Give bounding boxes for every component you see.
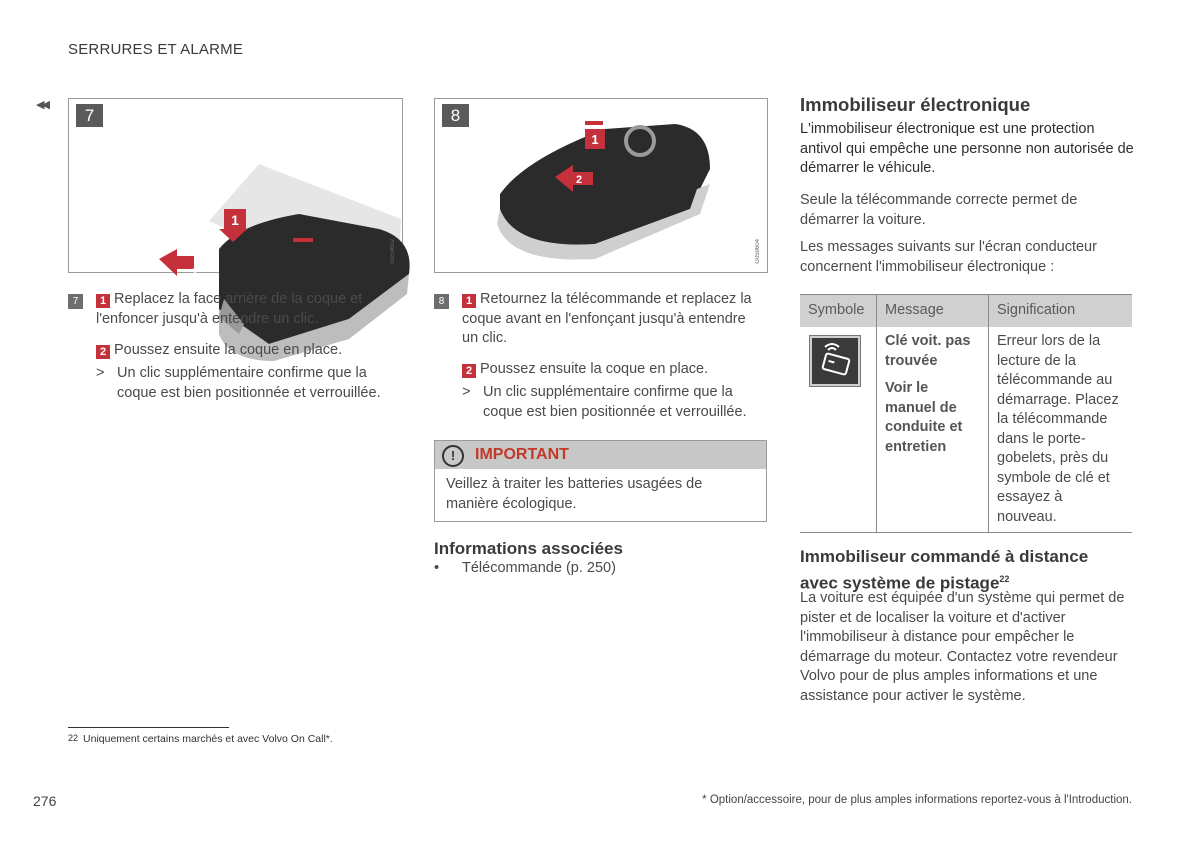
key-fob-illustration xyxy=(69,99,402,280)
step-8-instruction xyxy=(462,290,762,349)
step-8-result-text: Un clic supplémentaire confirme que la coque est bien positionnée et verrouillée. xyxy=(483,384,747,420)
table-header-row xyxy=(800,295,1132,328)
page-number: 276 xyxy=(33,793,57,809)
symbol-cell xyxy=(800,327,877,533)
step-2-badge xyxy=(159,249,198,280)
important-text: Veillez à traiter les batteries usagées de manière écologique. xyxy=(446,476,703,512)
step-8-number: 8 xyxy=(434,294,449,309)
immobilizer-paragraph-1: Seule la télécommande correcte permet de démarrer la voiture. xyxy=(800,192,1078,228)
back-arrows-icon[interactable]: ◀◀ xyxy=(36,99,47,111)
remote-immobilizer-title xyxy=(800,545,1130,595)
important-box xyxy=(434,440,767,522)
symbol-table xyxy=(800,294,1132,533)
footnote-divider xyxy=(68,727,229,728)
step-7-instruction xyxy=(96,290,386,329)
footnote-number: 22 xyxy=(68,733,79,743)
svg-text:1: 1 xyxy=(231,212,239,228)
column-header: Symbole xyxy=(800,295,877,328)
related-list-item[interactable] xyxy=(434,559,616,579)
key-fob-illustration xyxy=(435,99,767,272)
step-7-result-text: Un clic supplémentaire confirme que la coque est bien positionnée et verrouillée. xyxy=(117,365,381,401)
svg-text:2: 2 xyxy=(190,266,198,280)
column-header: Message xyxy=(877,295,989,328)
related-link[interactable]: Télécommande (p. 250) xyxy=(462,560,616,576)
step-badge-1: 1 xyxy=(462,294,476,308)
remote-immobilizer-title-text: Immobiliseur commandé à distance avec système de pistage xyxy=(800,547,1089,593)
step-badge-2: 2 xyxy=(462,364,476,378)
figure-number: 8 xyxy=(442,104,469,127)
message-line-2: Voir le manuel de conduite et entretien xyxy=(885,380,963,455)
column-header: Signification xyxy=(989,295,1133,328)
result-marker: > xyxy=(462,384,471,400)
bullet: • xyxy=(434,560,440,576)
svg-text:1: 1 xyxy=(591,132,599,147)
key-card-signal-icon xyxy=(810,336,860,386)
message-cell xyxy=(877,327,989,533)
step-8-text-1: Retournez la télécommande et replacez la coque avant en l'enfonçant jusqu'à entendre un clic. xyxy=(462,291,752,346)
important-header xyxy=(435,441,766,469)
figure-7 xyxy=(68,98,403,280)
related-info-title: Informations associées xyxy=(434,539,623,558)
step-7-text-2: Poussez ensuite la coque en place. xyxy=(114,342,343,358)
option-note: * Option/accessoire, pour de plus amples informations reportez-vous à l'Introduction. xyxy=(702,794,1132,806)
footnote-text: Uniquement certains marchés et avec Volvo On Call*. xyxy=(83,733,333,745)
step-8-substep xyxy=(462,360,762,380)
step-7-substep xyxy=(96,341,396,361)
table-row xyxy=(800,327,1132,533)
figure-code: G059602 xyxy=(390,239,396,264)
step-7-result xyxy=(96,364,396,403)
step-badge-2: 2 xyxy=(96,345,110,359)
figure-number: 7 xyxy=(76,104,103,127)
step-8-result xyxy=(462,383,766,422)
section-header: SERRURES ET ALARME xyxy=(68,41,244,58)
important-title: IMPORTANT xyxy=(475,446,569,463)
step-1-badge xyxy=(224,209,246,231)
immobilizer-paragraph-2: Les messages suivants sur l'écran conducteur concernent l'immobiliseur électronique : xyxy=(800,239,1097,275)
step-8-text-2: Poussez ensuite la coque en place. xyxy=(480,361,709,377)
footnote xyxy=(68,733,333,745)
meaning-cell: Erreur lors de la lecture de la télécommande au démarrage. Placez la télécommande dans le porte-gobelets, près du symbole de clé et essayez à nouveau. xyxy=(989,327,1133,533)
svg-text:2: 2 xyxy=(575,174,583,186)
warning-icon: ! xyxy=(442,445,464,467)
result-marker: > xyxy=(96,365,105,381)
figure-code: G059604 xyxy=(755,239,761,264)
footnote-ref: 22 xyxy=(999,574,1010,584)
step-7-text-1: Replacez la face arrière de la coque et l'enfoncer jusqu'à entendre un clic. xyxy=(96,291,363,327)
message-line-1: Clé voit. pas trouvée xyxy=(885,333,971,369)
immobilizer-title: Immobiliseur électronique xyxy=(800,94,1031,115)
step-7-number: 7 xyxy=(68,294,83,309)
step-1-badge xyxy=(585,129,605,149)
step-badge-1: 1 xyxy=(96,294,110,308)
remote-immobilizer-text: La voiture est équipée d'un système qui permet de pister et de localiser la voiture et d'activer l'immobiliseur à distance pour empêcher le démarrage du moteur. Contactez votre revendeur Volvo pour de plus amples informations et une assistance pour activer le système. xyxy=(800,590,1125,704)
figure-8 xyxy=(434,98,768,273)
immobilizer-lead: L'immobiliseur électronique est une protection antivol qui empêche une personne non autorisée de démarrer le véhicule. xyxy=(800,121,1134,176)
